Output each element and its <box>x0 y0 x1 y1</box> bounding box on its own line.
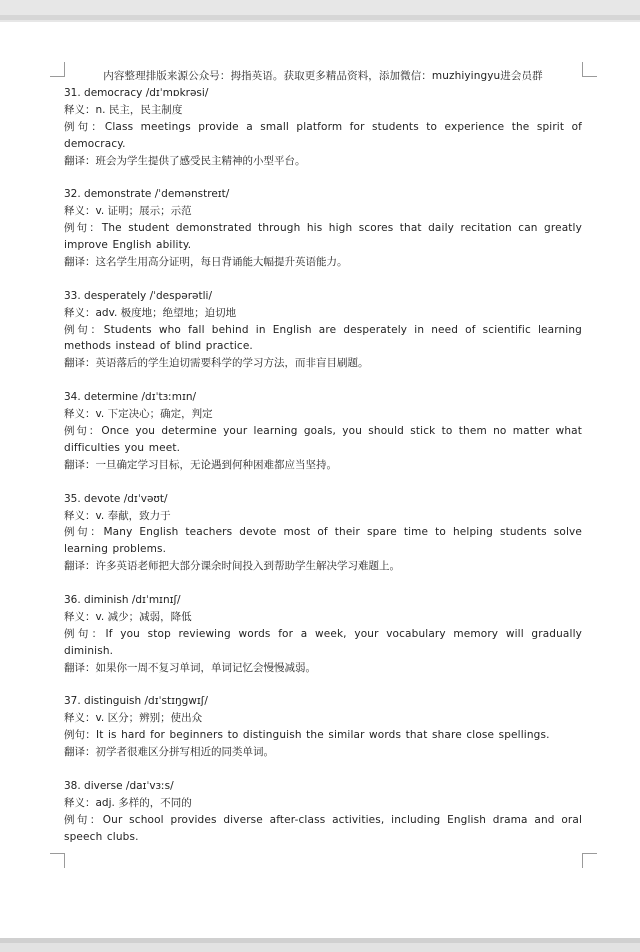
vocab-entry <box>64 592 582 677</box>
meaning-label: 释义： <box>64 509 96 522</box>
headword: desperately <box>84 289 147 302</box>
translation-label: 翻译： <box>64 458 96 471</box>
example-line <box>64 524 582 558</box>
translation-text: 这名学生用高分证明，每日背诵能大幅提升英语能力。 <box>95 255 348 268</box>
margin-corner-mark <box>582 853 597 868</box>
margin-corner-mark <box>50 62 65 77</box>
headword: demonstrate <box>84 188 152 201</box>
vocab-entry <box>64 693 582 761</box>
example-text: Once you determine your learning goals, you should stick to them no matter what difficulties you meet. <box>64 424 582 454</box>
translation-line <box>64 744 582 761</box>
meaning-text: v. 减少；减弱，降低 <box>95 610 192 623</box>
phonetic: /dɪˈtɜːmɪn/ <box>141 391 197 404</box>
entry-number: 38. <box>64 779 81 792</box>
meaning-label: 释义： <box>64 712 96 725</box>
example-line <box>64 322 582 356</box>
example-label: 例句： <box>64 729 96 742</box>
meaning-line <box>64 795 582 812</box>
vocab-entry <box>64 85 582 170</box>
meaning-line <box>64 710 582 727</box>
phonetic: /dɪˈmɪnɪʃ/ <box>131 594 181 607</box>
translation-label: 翻译： <box>64 154 96 167</box>
translation-label: 翻译： <box>64 560 96 573</box>
meaning-label: 释义： <box>64 610 96 623</box>
meaning-label: 释义： <box>64 306 96 319</box>
viewer-top-bar <box>0 0 640 22</box>
headword-line <box>64 288 582 305</box>
headword-line <box>64 491 582 508</box>
meaning-line <box>64 508 582 525</box>
headword-line <box>64 693 582 710</box>
example-text: It is hard for beginners to distinguish the similar words that share close spellings. <box>95 729 550 742</box>
example-line <box>64 423 582 457</box>
entry-number: 36. <box>64 594 81 607</box>
translation-label: 翻译： <box>64 746 96 759</box>
translation-line <box>64 153 582 170</box>
meaning-line <box>64 102 582 119</box>
headword-line <box>64 186 582 203</box>
translation-line <box>64 457 582 474</box>
headword: distinguish <box>84 695 142 708</box>
entry-number: 33. <box>64 289 81 302</box>
meaning-label: 释义： <box>64 408 96 421</box>
example-line <box>64 220 582 254</box>
translation-text: 一旦确定学习目标，无论遇到何种困难都应当坚持。 <box>95 458 337 471</box>
example-label: 例句： <box>64 526 104 539</box>
phonetic: /dɪˈvəʊt/ <box>123 492 168 505</box>
example-text: Class meetings provide a small platform for students to experience the spirit of democracy. <box>64 120 583 150</box>
example-text: If you stop reviewing words for a week, your vocabulary memory will gradually diminish. <box>64 627 582 657</box>
entry-number: 34. <box>64 391 81 404</box>
entry-number: 35. <box>64 492 81 505</box>
example-line <box>64 626 582 660</box>
headword: devote <box>84 492 121 505</box>
meaning-text: v. 区分；辨别；使出众 <box>95 712 203 725</box>
translation-line <box>64 355 582 372</box>
meaning-line <box>64 406 582 423</box>
translation-label: 翻译： <box>64 357 96 370</box>
meaning-label: 释义： <box>64 103 96 116</box>
translation-label: 翻译： <box>64 661 96 674</box>
source-header: 内容整理排版来源公众号：拇指英语。获取更多精品资料，添加微信：muzhiyingyu进会员群 <box>103 70 543 82</box>
example-label: 例句： <box>64 424 102 437</box>
entry-number: 31. <box>64 86 81 99</box>
margin-corner-mark <box>50 853 65 868</box>
translation-line <box>64 254 582 271</box>
example-label: 例句： <box>64 222 102 235</box>
vocab-entry <box>64 389 582 474</box>
meaning-line <box>64 203 582 220</box>
meaning-text: v. 下定决心；确定，判定 <box>95 408 213 421</box>
vocab-entry <box>64 491 582 576</box>
meaning-text: n. 民主，民主制度 <box>95 103 183 116</box>
document-page <box>0 22 640 938</box>
phonetic: /dɪˈstɪŋɡwɪʃ/ <box>144 695 208 708</box>
headword-line <box>64 85 582 102</box>
phonetic: /ˈdemənstreɪt/ <box>154 188 230 201</box>
top-bar-shadow <box>0 15 640 20</box>
meaning-label: 释义： <box>64 796 96 809</box>
headword: democracy <box>84 86 143 99</box>
headword-line <box>64 592 582 609</box>
margin-corner-mark <box>582 62 597 77</box>
meaning-label: 释义： <box>64 205 96 218</box>
translation-label: 翻译： <box>64 255 96 268</box>
headword: diminish <box>84 594 129 607</box>
headword-line <box>64 389 582 406</box>
example-label: 例句： <box>64 323 104 336</box>
translation-line <box>64 558 582 575</box>
example-label: 例句： <box>64 813 103 826</box>
vocab-entry <box>64 186 582 271</box>
meaning-text: adv. 极度地；绝望地；迫切地 <box>95 306 237 319</box>
headword: diverse <box>84 779 123 792</box>
translation-text: 如果你一周不复习单词，单词记忆会慢慢减弱。 <box>95 661 316 674</box>
vocab-entry <box>64 288 582 373</box>
translation-text: 初学者很难区分拼写相近的同类单词。 <box>95 746 274 759</box>
phonetic: /ˈdespərətli/ <box>149 289 212 302</box>
translation-text: 英语落后的学生迫切需要科学的学习方法，而非盲目刷题。 <box>95 357 369 370</box>
example-label: 例句： <box>64 627 106 640</box>
entry-number: 32. <box>64 188 81 201</box>
translation-text: 班会为学生提供了感受民主精神的小型平台。 <box>95 154 306 167</box>
vocab-entry <box>64 778 582 846</box>
example-line <box>64 727 582 744</box>
example-text: The student demonstrated through his high scores that daily recitation can greatly improve English ability. <box>64 222 582 252</box>
meaning-text: v. 证明；展示；示范 <box>95 205 192 218</box>
example-text: Our school provides diverse after-class activities, including English drama and oral speech clubs. <box>64 813 583 843</box>
example-line <box>64 119 582 153</box>
example-line <box>64 812 582 846</box>
translation-line <box>64 660 582 677</box>
phonetic: /dɪˈmɒkrəsi/ <box>145 86 209 99</box>
page-content <box>64 68 582 862</box>
example-text: Many English teachers devote most of their spare time to helping students solve learning problems. <box>64 526 582 556</box>
meaning-line <box>64 305 582 322</box>
meaning-text: v. 奉献，致力于 <box>95 509 171 522</box>
example-label: 例句： <box>64 120 105 133</box>
phonetic: /daɪˈvɜːs/ <box>125 779 174 792</box>
translation-text: 许多英语老师把大部分课余时间投入到帮助学生解决学习难题上。 <box>95 560 400 573</box>
meaning-text: adj. 多样的，不同的 <box>95 796 192 809</box>
meaning-line <box>64 609 582 626</box>
viewer-bottom-bar <box>0 938 640 952</box>
entry-number: 37. <box>64 695 81 708</box>
bottom-bar-shadow <box>0 938 640 943</box>
headword-line <box>64 778 582 795</box>
headword: determine <box>84 391 139 404</box>
example-text: Students who fall behind in English are desperately in need of scientific learning methods instead of blind practice. <box>64 323 582 353</box>
